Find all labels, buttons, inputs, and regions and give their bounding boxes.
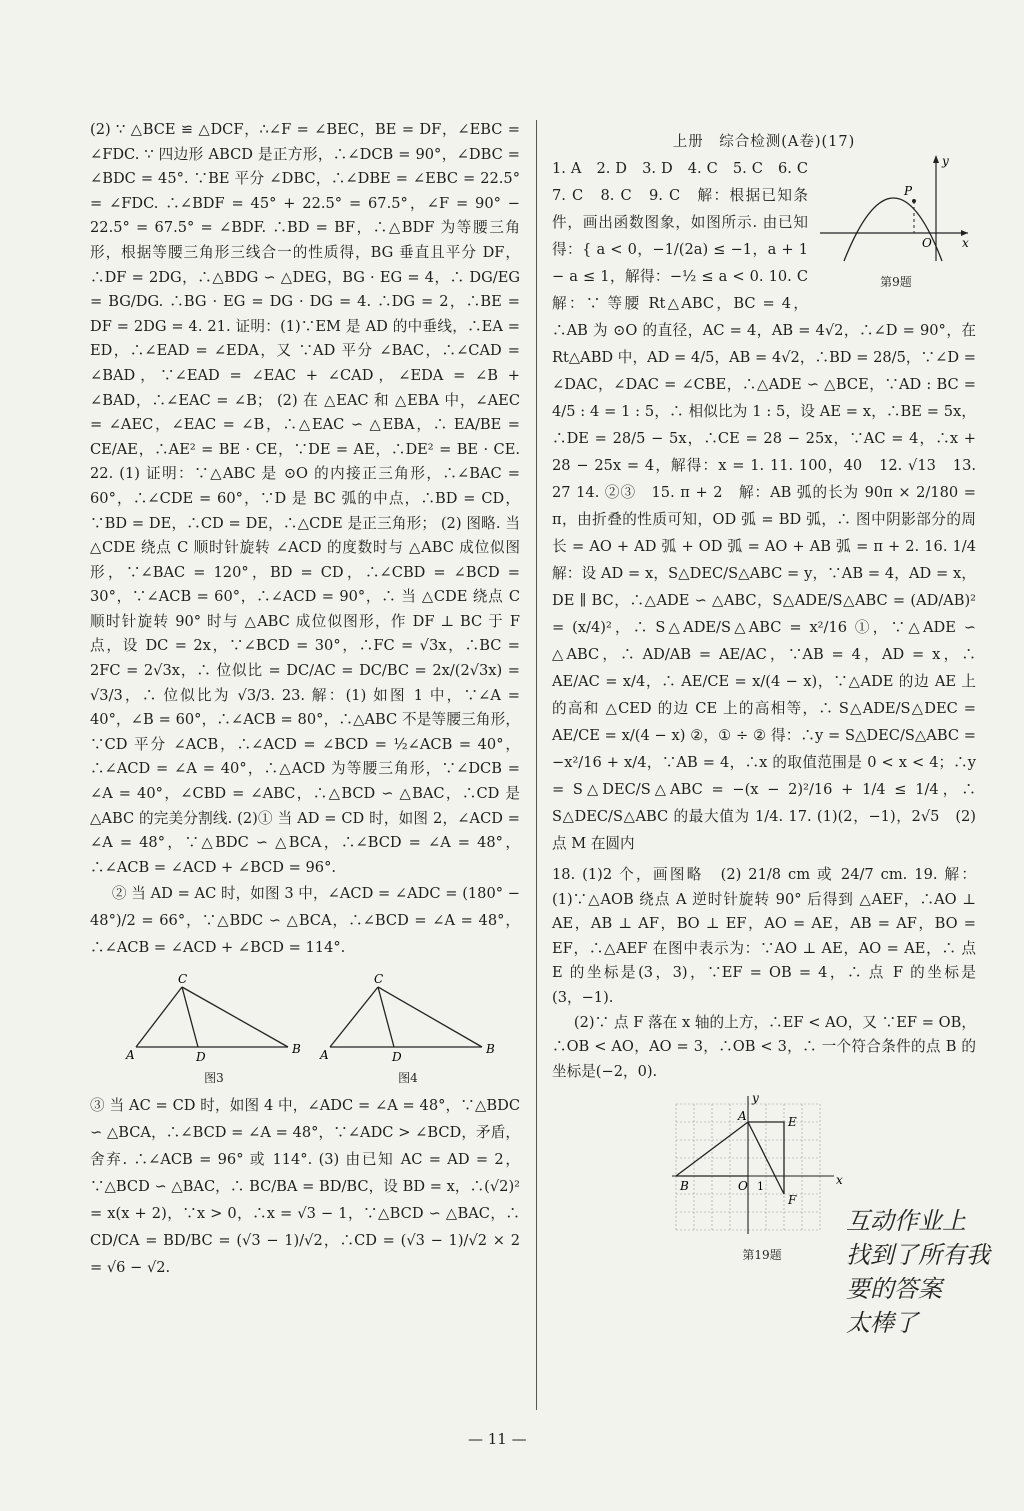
figure-9: [816, 149, 976, 290]
label-f: F: [788, 1193, 797, 1208]
label-p: P: [904, 184, 913, 198]
figure-9-caption: 第9题: [880, 275, 912, 289]
label-a: A: [738, 1109, 747, 1124]
label-d: D: [196, 1050, 206, 1065]
label-b: B: [486, 1042, 495, 1057]
label-d: D: [392, 1050, 402, 1065]
label-b: B: [680, 1179, 689, 1194]
label-one: 1: [757, 1180, 764, 1194]
left-column: [90, 118, 520, 1281]
figure-4-caption: 图4: [398, 1071, 418, 1086]
triangle-figure-3: [124, 973, 304, 1069]
handwritten-note: [846, 1204, 1016, 1340]
grid-figure: [662, 1092, 862, 1242]
right-paragraph-2: 18. (1)2 个，画图略 (2) 21/8 cm 或 24/7 cm. 19. 解：(1)∵△AOB 绕点 A 逆时针旋转 90° 后得到 △AEF，∴AO ⊥ AE，AB ⊥ AF，BO ⊥ EF，AO = AE，AB = AF，BO = EF，∴△AEF 在图中表示为：∵AO ⊥ AE，AO = AE，∴ 点 E 的坐标是(3，3)，∵EF = OB = 4，∴ 点 F 的坐标是(3，−1).: [552, 866, 976, 1006]
label-b: B: [292, 1042, 301, 1057]
figures-3-4: [124, 973, 520, 1086]
section-heading: 上册 综合检测(A卷)(17): [672, 134, 856, 150]
page-number: — 11 —: [468, 1430, 527, 1448]
note-line: 太棒了: [846, 1309, 918, 1337]
label-o: O: [738, 1179, 748, 1194]
label-x: x: [836, 1173, 843, 1188]
note-line: 互动作业上: [846, 1207, 966, 1235]
right-paragraph-1: 1. A 2. D 3. D 4. C 5. C 6. C 7. C 8. C 9. C 解：根据已知条件，画出函数图象，如图所示. 由已知得：{ a < 0，−1/(2a) ≤ −1，a + 1 − a ≤ 1，解得：−½ ≤ a < 0. 10. C 解：∵ 等腰 Rt△ABC，BC = 4，∴AB 为 ⊙O 的直径，AC = 4，AB = 4√2，∴∠D = 90°，在 Rt△ABD 中，AD = 4/5，AB = 4√2，∴BD = 28/5，∵∠D = ∠DAC，∠DAC = ∠CBE，∴△ADE ∽ △BCE，∵AD : BC = 4/5 : 4 = 1 : 5，∴ 相似比为 1 : 5，设 AE = x，∴BE = 5x，∴DE = 28/5 − 5x，∴CE = 28 − 25x，∵AC = 4，∴x + 28 − 25x = 4，解得：x = 1. 11. 100，40 12. √13 13. 27 14. ②③ 15. π + 2 解：AB 弧的长为 90π × 2/180 = π，由折叠的性质可知，OD 弧 = BD 弧，∴ 图中阴影部分的周长 = AO + AD 弧 + OD 弧 = AO + AB 弧 = π + 2. 16. 1/4 解：设 AD = x，S△DEC/S△ABC = y，∵AB = 4，AD = x，DE ∥ BC，∴△ADE ∽ △ABC，S△ADE/S△ABC = (AD/AB)² = (x/4)²，∴ S△ADE/S△ABC = x²/16 ①，∵△ADE ∽ △ABC，∴ AD/AB = AE/AC，∵AB = 4，AD = x，∴ AE/AC = x/4，∴ AE/CE = x/(4 − x)，∵△ADE 的边 AE 上的高和 △CED 的边 CE 上的高相等，∴ S△ADE/S△DEC = AE/CE = x/(4 − x) ②，① ÷ ② 得：∴y = S△DEC/S△ABC = −x²/16 + x/4，∵AB = 4，∴x 的取值范围是 0 < x < 4；∴y = S△DEC/S△ABC = −(x − 2)²/16 + 1/4 ≤ 1/4，∴ S△DEC/S△ABC 的最大值为 1/4. 17. (1)(2，−1)，2√5 (2) 点 M 在圆内: [552, 160, 991, 852]
triangle-figure-4: [318, 973, 498, 1069]
left-paragraph-3: ③ 当 AC = CD 时，如图 4 中，∠ADC = ∠A = 48°，∵△BDC ∽ △BCA，∴∠BCD = ∠A = 48°，∵∠ADC > ∠BCD，矛盾，舍弃. ∴∠ACB = 96° 或 114°. (3) 由已知 AC = AD = 2，∵△BCD ∽ △BAC，∴ BC/BA = BD/BC，设 BD = x，∴(√2)² = x(x + 2)，∵x > 0，∴x = √3 − 1，∵△BCD ∽ △BAC，∴ CD/CA = BD/BC = (√3 − 1)/√2，∴CD = (√3 − 1)/√2 × 2 = √6 − √2.: [90, 1097, 520, 1277]
left-paragraph-2: ② 当 AD = AC 时，如图 3 中，∠ACD = ∠ADC = (180° − 48°)/2 = 66°，∵△BDC ∽ △BCA，∴∠BCD = ∠A = 48°，∴∠ACB = ∠ACD + ∠BCD = 114°.: [90, 885, 520, 957]
note-line: 要的答案: [846, 1275, 942, 1303]
label-c: C: [374, 973, 384, 987]
right-column: [552, 118, 991, 1263]
figure-3-caption: 图3: [204, 1071, 224, 1086]
figure-19-caption: 第19题: [742, 1248, 782, 1263]
note-line: 找到了所有我: [846, 1241, 990, 1269]
left-paragraph-1: (2) ∵ △BCE ≌ △DCF，∴∠F = ∠BEC，BE = DF，∠EBC = ∠FDC. ∵ 四边形 ABCD 是正方形，∴∠DCB = 90°，∠DBC = ∠BDC = 45°. ∵BE 平分 ∠DBC，∴∠DBE = ∠EBC = 22.5° = ∠FDC. ∴∠BDF = 45° + 22.5° = 67.5°，∠F = 90° − 22.5° = 67.5° = ∠BDF. ∴BD = BF，∴△BDF 为等腰三角形，根据等腰三角形三线合一的性质得，BG 垂直且平分 DF，∴DF = 2DG，∴△BDG ∽ △DEG，BG · EG = 4，∴ DG/EG = BG/DG. ∴BG · EG = DG · DG = 4. ∴DG = 2，∴BE = DF = 2DG = 4. 21. 证明：(1)∵EM 是 AD 的中垂线，∴EA = ED，∴∠EAD = ∠EDA，又 ∵AD 平分 ∠BAC，∴∠CAD = ∠BAD，∵∠EAD = ∠EAC + ∠CAD，∠EDA = ∠B + ∠BAD，∴∠EAC = ∠B； (2) 在 △EAC 和 △EBA 中，∠AEC = ∠AEC，∠EAC = ∠B，∴△EAC ∽ △EBA，∴ EA/BE = CE/AE，∴AE² = BE · CE，∵DE = AE，∴DE² = BE · CE. 22. (1) 证明：∵△ABC 是 ⊙O 的内接正三角形，∴∠BAC = 60°，∴∠CDE = 60°，∵D 是 BC 弧的中点，∴BD = CD，∵BD = DE，∴CD = DE，∴△CDE 是正三角形； (2) 图略. 当 △CDE 绕点 C 顺时针旋转 ∠ACD 的度数时与 △ABC 成位似图形，∵∠BAC = 120°，BD = CD，∴∠CBD = ∠BCD = 30°，∵∠ACB = 60°，∴∠ACD = 90°，∴ 当 △CDE 绕点 C 顺时针旋转 90° 时与 △ABC 成位似图形，作 DF ⊥ BC 于 F 点，设 DC = 2x，∵∠BCD = 30°，∴FC = √3x，∴BC = 2FC = 2√3x，∴ 位似比 = DC/AC = DC/BC = 2x/(2√3x) = √3/3，∴ 位似比为 √3/3. 23. 解：(1) 如图 1 中，∵∠A = 40°，∠B = 60°，∴∠ACB = 80°，∴△ABC 不是等腰三角形，∵CD 平分 ∠ACB，∴∠ACD = ∠BCD = ½∠ACB = 40°，∴∠ACD = ∠A = 40°，∴△ACD 为等腰三角形，∵∠DCB = ∠A = 40°，∠CBD = ∠ABC，∴△BCD ∽ △BAC，∴CD 是 △ABC 的完美分割线. (2)① 当 AD = CD 时，如图 2，∠ACD = ∠A = 48°，∵△BDC ∽ △BCA，∴∠BCD = ∠A = 48°，∴∠ACB = ∠ACD + ∠BCD = 96°.: [90, 121, 520, 876]
right-paragraph-3: (2)∵ 点 F 落在 x 轴的上方，∴EF < AO，又 ∵EF = OB，∴OB < AO，AO = 3，∴OB < 3，∴ 一个符合条件的点 B 的坐标是(−2，0).: [552, 1013, 976, 1080]
parabola-graph: [816, 149, 976, 269]
label-y: y: [752, 1092, 759, 1106]
label-y: y: [942, 154, 949, 168]
column-divider: [536, 120, 537, 1410]
label-a: A: [320, 1048, 329, 1063]
label-e: E: [788, 1115, 797, 1130]
label-c: C: [178, 973, 188, 987]
figure-19: [662, 1092, 862, 1263]
label-a: A: [126, 1048, 135, 1063]
label-o: O: [922, 236, 932, 250]
figure-4: [318, 973, 498, 1086]
label-x: x: [962, 236, 969, 250]
figure-3: [124, 973, 304, 1086]
